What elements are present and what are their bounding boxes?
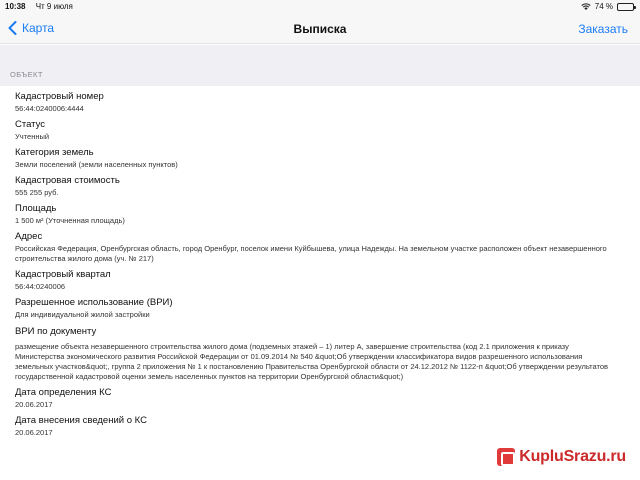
battery-icon <box>617 3 634 11</box>
field-value: 20.06.2017 <box>15 428 53 437</box>
field-value: 56:44:0240006 <box>15 282 66 291</box>
watermark-text: KupluSrazu.ru <box>519 448 626 465</box>
field-cadastral-number <box>15 91 620 114</box>
field-value: Для индивидуальной жилой застройки <box>15 310 150 319</box>
battery-percent: 74 % <box>594 2 613 11</box>
field-label: ВРИ по документу <box>15 326 97 337</box>
watermark <box>497 448 626 466</box>
page-title: Выписка <box>293 22 347 36</box>
field-label: Категория земель <box>15 147 94 158</box>
field-value: размещение объекта незавершенного строительства жилого дома (подземных этажей – 1) литер А, завершение строительства (код 2.1 приложения к приказу Министерства экономического развития Российской Федерации от 01.09.2014 № 540 &quot;Об утверждении классификатора видов разрешенного использования земельных участков&quot;, группа 2 приложения № 1 к постановлению Правительства Оренбургской области от 24.12.2012 № 1122-п &quot;Об утверждении результатов государственной кадастровой оценки земель населенных пунктов на территории Оренбургской области&quot;) <box>15 342 609 381</box>
navigation-bar <box>0 14 640 44</box>
field-value: Учтенный <box>15 132 50 141</box>
status-date: Чт 9 июля <box>35 2 73 11</box>
field-label: Адрес <box>15 231 43 242</box>
field-cadastral-quarter <box>15 269 620 292</box>
wifi-icon <box>581 3 591 10</box>
status-time: 10:38 <box>5 2 26 11</box>
field-value: Российская Федерация, Оренбургская область, город Оренбург, поселок имени Куйбышева, улица Надежды. На земельном участке расположен объект незавершенного строительства жилого дома (уч. № 217) <box>15 244 607 263</box>
section-header: ОБЪЕКТ <box>0 63 640 86</box>
field-land-category <box>15 147 620 170</box>
field-status <box>15 119 620 142</box>
field-label: Дата внесения сведений о КС <box>15 415 147 426</box>
field-valuation-entry-date <box>15 415 620 438</box>
back-button-label: Карта <box>22 21 55 35</box>
field-address <box>15 231 620 264</box>
field-value: 555 255 руб. <box>15 188 59 197</box>
field-label: Площадь <box>15 203 57 214</box>
field-label: Кадастровый квартал <box>15 269 111 280</box>
field-value: 56:44:0240006:4444 <box>15 104 84 113</box>
field-label: Разрешенное использование (ВРИ) <box>15 297 173 308</box>
order-button[interactable]: Заказать <box>578 22 628 36</box>
field-permitted-use-by-document <box>15 326 620 382</box>
field-permitted-use <box>15 297 620 320</box>
field-label: Дата определения КС <box>15 387 112 398</box>
details-list <box>0 86 640 480</box>
watermark-logo-icon <box>497 448 515 466</box>
field-value: Земли поселений (земли населенных пунктов) <box>15 160 178 169</box>
field-value: 20.06.2017 <box>15 400 53 409</box>
field-value: 1 500 м² (Уточненная площадь) <box>15 216 125 225</box>
field-label: Статус <box>15 119 46 130</box>
field-label: Кадастровый номер <box>15 91 104 102</box>
field-cadastral-value <box>15 175 620 198</box>
field-area <box>15 203 620 226</box>
status-bar <box>0 0 640 14</box>
status-left <box>5 2 73 11</box>
field-label: Кадастровая стоимость <box>15 175 120 186</box>
section-spacer <box>0 45 640 63</box>
status-right <box>581 2 634 11</box>
field-valuation-date <box>15 387 620 410</box>
